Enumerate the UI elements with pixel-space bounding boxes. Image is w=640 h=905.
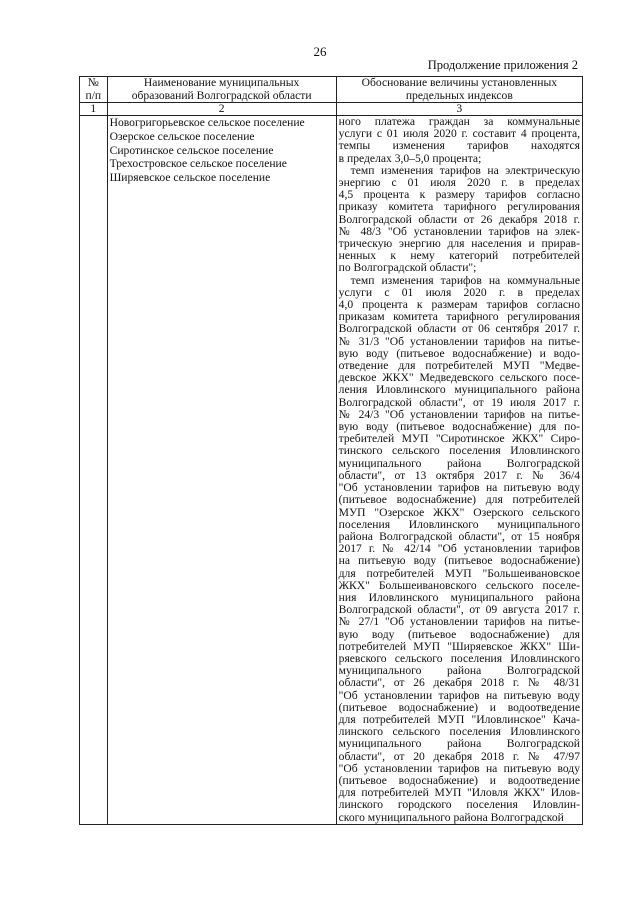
justification-line: № 24/3 "Об установлении тарифов на питье-	[338, 407, 580, 421]
justification-line: области", от 20 декабря 2018 г. № 47/97	[338, 749, 580, 763]
justification-line: муниципального района Волгоградской	[338, 664, 580, 678]
justification-line: Волгоградской области", от 19 июля 2017 г.	[338, 395, 580, 409]
justification-line: приказу комитета тарифного регулирования	[338, 200, 580, 214]
justification-line: темп изменения тарифов на электрическую	[350, 163, 580, 177]
municipality-item: Трехостровское сельское поселение	[109, 157, 287, 171]
header-row	[80, 77, 583, 103]
justification-line: для потребителей МУП "Большеивановское	[338, 566, 580, 580]
justification-text	[336, 116, 582, 825]
header-justification-line: предельных индексов	[405, 88, 513, 102]
justification-line: для потребителей МУП "Иловля ЖКХ" Илов-	[338, 786, 580, 800]
header-justification-line: Обоснование величины установленных	[361, 76, 558, 89]
justification-line: по Волгоградской области";	[338, 261, 477, 275]
justification-line: на питьевую воду (питьевое водоснабжение)	[338, 554, 580, 568]
row-number-cell	[80, 116, 108, 825]
data-table	[79, 76, 583, 825]
justification-line: муниципального района Волгоградской	[338, 456, 580, 470]
municipality-item: Сиротинское сельское поселение	[109, 143, 274, 157]
justification-line: района Волгоградской области", от 15 ноября	[338, 529, 580, 543]
column-number: 1	[80, 103, 108, 116]
justification-line: в пределах 3,0–5,0 процента;	[338, 151, 482, 165]
justification-line: (питьевое водоснабжение) и водоотведение	[338, 700, 580, 714]
justification-line: "Об установлении тарифов на питьевую воду	[338, 481, 580, 495]
justification-line: муниципального района Волгоградской	[338, 737, 580, 751]
justification-line: ния Иловлинского муниципального района	[338, 590, 580, 604]
justification-line: (питьевое водоснабжение) для потребителей	[338, 493, 580, 507]
column-number: 3	[336, 103, 582, 116]
justification-line: Волгоградской области от 26 декабря 2018 г.	[338, 212, 580, 226]
page-number: 26	[313, 44, 327, 59]
header-municipality-line: образований Волгоградской области	[131, 88, 312, 102]
justification-line: ления Иловлинского муниципального района	[338, 383, 580, 397]
header-justification	[336, 77, 582, 103]
justification-line: области", от 26 декабря 2018 г. № 48/31	[338, 676, 580, 690]
justification-line: услуги с 01 июля 2020 г. в пределах	[338, 285, 580, 299]
justification-line: девское ЖКХ" Медведевского сельского посе-	[338, 371, 580, 385]
header-number-line: №	[87, 76, 99, 89]
table-row	[80, 116, 583, 825]
justification-line: вую воду (питьевое водоснабжение) для по-	[338, 420, 580, 434]
justification-line: для потребителей МУП "Иловлинское" Кача-	[338, 712, 580, 726]
justification-line: № 31/3 "Об установлении тарифов на питье-	[338, 334, 580, 348]
header-number-line: п/п	[85, 88, 102, 102]
justification-line: 4,0 процента к размерам тарифов согласно	[338, 298, 580, 312]
justification-line: № 27/1 "Об установлении тарифов на питье-	[338, 615, 580, 629]
justification-line: Волгоградской области от 06 сентября 2017 г.	[338, 322, 580, 336]
justification-line: вую воду (питьевое водоснабжение) для	[338, 627, 580, 641]
justification-line: (питьевое водоснабжение) и водоотведение	[338, 773, 580, 787]
justification-line: ненных к нему категорий потребителей	[338, 249, 580, 263]
header-municipality	[107, 77, 336, 103]
column-number-row	[80, 103, 583, 116]
municipality-item: Озерское сельское поселение	[109, 129, 255, 143]
justification-line: № 48/3 "Об установлении тарифов на элек-	[338, 224, 580, 238]
justification-line: ряевского сельского поселения Иловлинского	[338, 651, 580, 665]
justification-line: энергию с 01 июля 2020 г. в пределах	[338, 176, 580, 190]
justification-line: отведение для потребителей МУП "Медве-	[338, 359, 580, 373]
justification-line: линского сельского поселения Иловлинского	[338, 725, 580, 739]
justification-line: вую воду (питьевое водоснабжение) и водо-	[338, 346, 580, 360]
justification-line: требителей МУП "Сиротинское ЖКХ" Сиро-	[338, 432, 580, 446]
column-number: 2	[107, 103, 336, 116]
municipality-item: Ширяевское сельское поселение	[109, 171, 271, 185]
justification-line: Волгоградской области", от 09 августа 2017 г.	[338, 603, 580, 617]
justification-line: МУП "Озерское ЖКХ" Озерского сельского	[338, 505, 580, 519]
justification-line: 4,5 процента к размеру тарифов согласно	[338, 188, 580, 202]
justification-line: темпы изменения тарифов находятся	[338, 139, 580, 153]
justification-line: приказам комитета тарифного регулирования	[338, 310, 580, 324]
municipality-item: Новогригорьевское сельское поселение	[109, 116, 305, 129]
justification-line: темп изменения тарифов на коммунальные	[350, 273, 580, 287]
justification-line: потребителей МУП "Ширяевское ЖКХ" Ши-	[338, 639, 580, 653]
justification-line: "Об установлении тарифов на питьевую воду	[338, 688, 580, 702]
justification-line: ЖКХ" Большеивановского сельского поселе-	[338, 578, 580, 592]
justification-line: ского муниципального района Волгоградской	[338, 810, 564, 824]
justification-paragraph	[339, 275, 580, 824]
continuation-label: Продолжение приложения 2	[427, 58, 578, 72]
justification-line: трическую энергию для населения и прирав-	[338, 237, 580, 251]
justification-paragraph	[339, 165, 580, 275]
justification-paragraph	[339, 116, 580, 165]
justification-line: поселения Иловлинского муниципального	[338, 517, 580, 531]
header-municipality-line: Наименование муниципальных	[143, 76, 300, 89]
header-number	[80, 77, 108, 103]
justification-line: области", от 13 октября 2017 г. № 36/4	[338, 468, 580, 482]
justification-line: услуги с 01 июля 2020 г. составит 4 процента,	[338, 127, 580, 141]
justification-line: тинского сельского поселения Иловлинского	[338, 444, 580, 458]
justification-line: 2017 г. № 42/14 "Об установлении тарифов	[338, 542, 580, 556]
justification-line: ного платежа граждан за коммунальные	[338, 115, 580, 128]
justification-line: линского городского поселения Иловлин-	[338, 798, 580, 812]
justification-line: "Об установлении тарифов на питьевую воду	[338, 761, 580, 775]
municipality-list	[107, 116, 336, 825]
